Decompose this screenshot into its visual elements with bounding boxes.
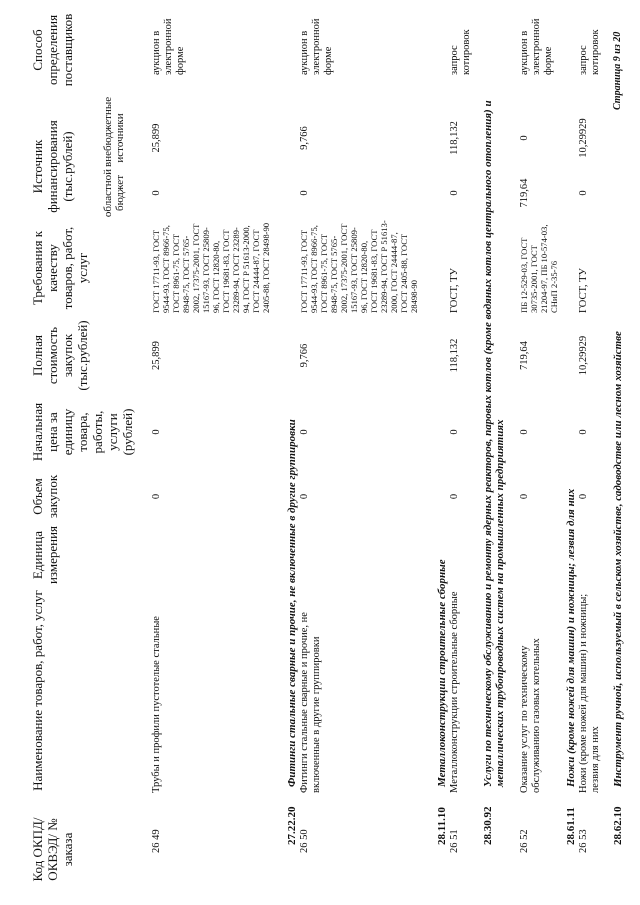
group-title: Инструмент ручной, используемый в сельском хозяйстве, садоводстве или лесном хозяйстве	[612, 331, 624, 787]
row-volume: 0	[578, 493, 589, 500]
row-regional: 719,64	[519, 178, 530, 208]
header-source-regional: областной бюджет	[102, 168, 126, 218]
table-row	[449, 0, 479, 905]
row-regional: 0	[151, 190, 162, 196]
group-code: 28.62.10	[612, 806, 624, 845]
row-method: аукцион в электронной форме	[519, 18, 554, 75]
row-full-cost: 719,64	[519, 341, 530, 370]
group-title: Услуги по техническому обслуживанию и ремонту ядерных реакторов, паровых котлов (кроме водяных котлов центрального отопления) и металлических трубопроводных систем на промышленных предприятиях	[482, 100, 506, 787]
row-price: 0	[578, 429, 589, 435]
row-extra: 10,29929	[578, 118, 589, 158]
row-regional: 0	[299, 190, 310, 196]
group-code: 28.11.10	[436, 807, 448, 845]
row-method: аукцион в электронной форме	[299, 18, 334, 75]
page-number: Страница 9 из 20	[612, 31, 623, 110]
row-extra: 9,766	[299, 126, 310, 150]
row-method: аукцион в электронной форме	[151, 18, 186, 75]
row-requirements: ГОСТ 17711-93, ГОСТ 9544-93, ГОСТ 8966-75, ГОСТ 8961-75, ГОСТ 8948-75, ГОСТ 5765-2002, 17375-2001, ГОСТ 15167-93, ГОСТ 25809-96, ГОСТ 12820-80, ГОСТ 19681-83, ГОСТ 23289-94, ГОСТ 23289-94, ГОСТ Р 51613-2000, ГОСТ 24444-87, ГОСТ 2405-88, ГОСТ 28498-90	[151, 222, 271, 313]
group-code: 28.30.92	[482, 806, 494, 845]
row-extra: 25,899	[151, 123, 162, 153]
table-row	[578, 0, 608, 905]
row-price: 0	[151, 429, 162, 435]
table-header	[30, 0, 150, 905]
group-title: Фитинги стальные сварные и прочие, не включенные в другие группировки	[286, 419, 298, 787]
row-full-cost: 25,899	[151, 341, 162, 370]
row-extra: 118,132	[449, 121, 460, 155]
row-requirements: ГОСТ, ТУ	[449, 268, 460, 313]
row-name: Фитинги стальные сварные и прочие, не включенные в другие группировки	[299, 612, 322, 793]
row-price: 0	[299, 429, 310, 435]
row-name: Оказание услуг по техническому обслуживанию газовых котельных	[519, 638, 542, 793]
header-requirements: Требования к качеству товаров, работ, услуг	[30, 226, 90, 310]
row-code: 26 51	[449, 829, 460, 853]
row-volume: 0	[299, 493, 310, 500]
table-row	[519, 0, 569, 905]
header-method: Способ определения поставщиков	[30, 13, 75, 87]
header-name: Наименование товаров, работ, услуг	[30, 590, 45, 791]
row-full-cost: 9,766	[299, 343, 310, 368]
group-title: Металлоконструкции строительные сборные	[436, 559, 448, 787]
header-source-extra: внебюджетные источники	[102, 96, 126, 167]
row-price: 0	[449, 429, 460, 435]
row-volume: 0	[151, 493, 162, 500]
header-volume: Объем закупок	[30, 474, 60, 519]
header-unit: Единица измерения	[30, 525, 60, 585]
row-volume: 0	[449, 493, 460, 500]
row-code: 26 53	[578, 829, 589, 853]
header-full-cost: Полная стоимость закупок (тыс.рублей)	[30, 320, 90, 391]
group-title: Ножи (кроме ножей для машин) и ножницы; лезвия для них	[565, 488, 577, 787]
row-requirements: ГОСТ 17711-93, ГОСТ 9544-93, ГОСТ 8966-75, ГОСТ 8961-75, ГОСТ 8948-75, ГОСТ 5765-2002, 17375-2001, ГОСТ 15167-93, ГОСТ 25809-96, ГОСТ 12820-80, ГОСТ 19681-83, ГОСТ 23289-94, ГОСТ Р 51613-2000, ГОСТ 24444-87, ГОСТ 2405-88, ГОСТ 28498-90	[299, 220, 419, 313]
row-volume: 0	[519, 493, 530, 500]
row-name: Трубы и профили пустотелые стальные	[151, 616, 162, 793]
row-regional: 0	[578, 190, 589, 196]
row-full-cost: 10,29929	[578, 335, 589, 376]
row-code: 26 50	[299, 829, 310, 853]
group-code: 28.61.11	[565, 807, 577, 845]
row-method: запрос котировок	[578, 29, 601, 75]
row-requirements: ПБ 12-529-03, ГОСТ 30735-2001, ГОСТ 21204-97, ПБ 10-574-03, СНиП 2-35-76	[519, 224, 559, 313]
header-source: Источник финансирования (тыс.рублей)	[30, 120, 75, 213]
row-method: запрос котировок	[449, 29, 472, 75]
table-row	[151, 0, 271, 905]
row-price: 0	[519, 429, 530, 435]
table-row	[299, 0, 419, 905]
row-requirements: ГОСТ, ТУ	[578, 268, 589, 313]
row-full-cost: 118,132	[449, 338, 460, 373]
group-code: 27.22.20	[286, 806, 298, 845]
header-code: Код ОКПД/ ОКВЭД/ № заказа	[30, 817, 75, 882]
row-regional: 0	[449, 190, 460, 196]
row-name: Металлоконструкции строительные сборные	[449, 591, 460, 793]
row-code: 26 52	[519, 829, 530, 853]
row-extra: 0	[519, 135, 530, 141]
header-price: Начальная цена за единицу товара, работы, услуги (рублей)	[30, 402, 135, 462]
row-code: 26 49	[151, 829, 162, 853]
row-name: Ножи (кроме ножей для машин) и ножницы; лезвия для них	[578, 593, 601, 793]
